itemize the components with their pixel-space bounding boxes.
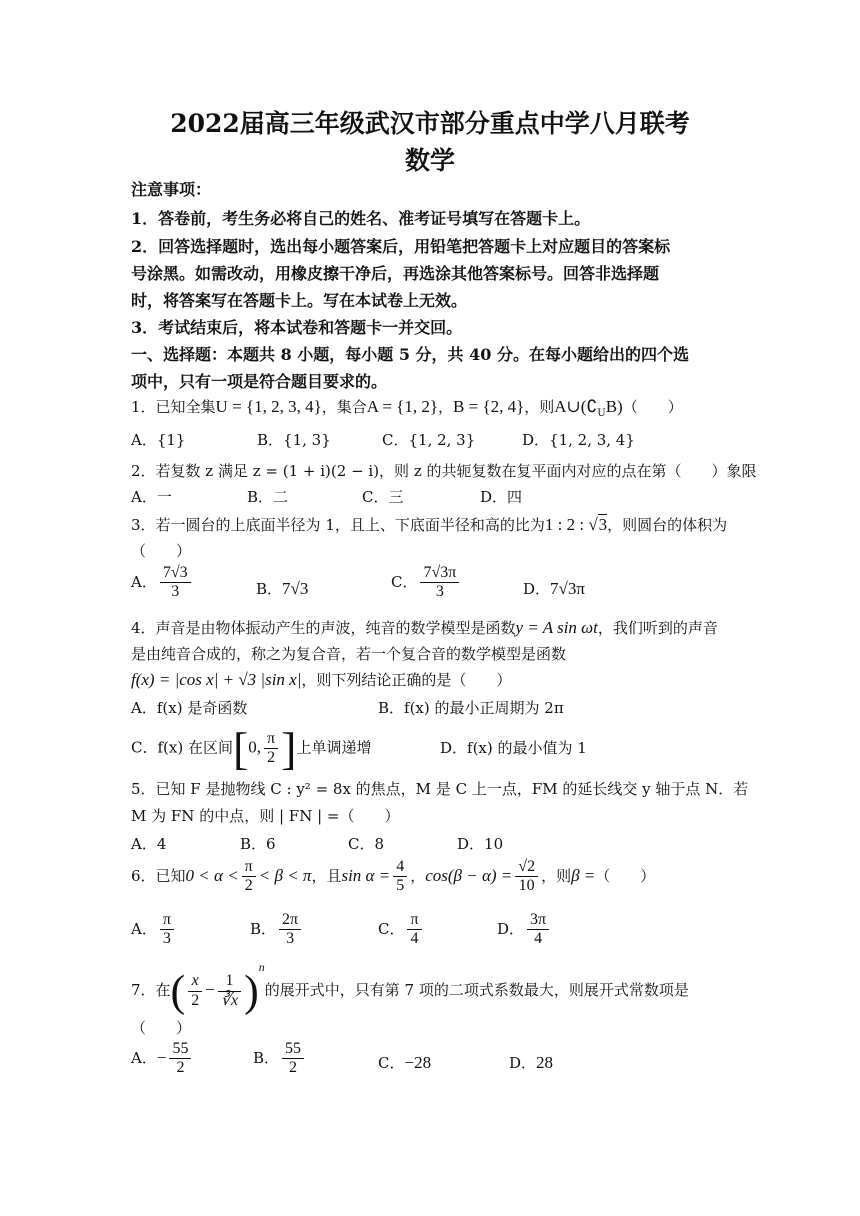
question-1-stem: 1．已知全集U = {1, 2, 3, 4}，集合A = {1, 2}，B = {2, 4}，则$A\cup(∁_UB)$（ ） (131, 397, 683, 419)
exam-title: 2022届高三年级武汉市部分重点中学八月联考 (170, 109, 690, 138)
question-1-option-b: B．{1, 3} (257, 431, 331, 449)
question-4-option-a: A．f(x) 是奇函数 (131, 699, 248, 717)
question-3-option-d: D．7√3π (523, 579, 585, 598)
question-4-option-b: B．f(x) 的最小正周期为 2π (378, 699, 564, 717)
note-3: 3．考试结束后，将本试卷和答题卡一并交回。 (131, 318, 463, 337)
question-2-stem: 2．若复数 z 满足 z = (1 + i)(2 − i)，则 z 的共轭复数在复平面内对应的点在第（ ）象限 (131, 462, 757, 480)
question-3-option-a: A． $\frac{7√3}{3}$ (131, 564, 194, 602)
question-6-option-a: A． $\frac{\pi}{3}$ (131, 911, 177, 949)
question-3-paren: （ ） (131, 542, 192, 560)
question-7-paren: （ ） (131, 1019, 192, 1037)
question-2-option-b: B．二 (247, 488, 289, 506)
question-7-option-b: B． $\frac{55}{2}$ (253, 1040, 307, 1078)
question-5-stem-line-1: 5．已知 F 是抛物线 C : y² = 8x 的焦点，M 是 C 上一点，FM 的延长线交 y 轴于点 N．若 (131, 780, 749, 798)
question-5-option-d: D．10 (457, 835, 504, 853)
question-4-stem-line-2: 是由纯音合成的，称之为复合音，若一个复合音的数学模型是函数 (131, 645, 567, 663)
note-2-line-3: 时，将答案写在答题卡上。写在本试卷上无效。 (131, 291, 468, 310)
question-4-option-d: D．f(x) 的最小值为 1 (440, 739, 587, 757)
question-1-option-a: A．{1} (131, 431, 186, 449)
question-5-stem-line-2: M 为 FN 的中点，则 | FN | =（ ） (131, 807, 400, 825)
section-heading-line-1: 一、选择题：本题共 8 小题，每小题 5 分，共 40 分。在每小题给出的四个选 (131, 345, 689, 364)
question-7-option-a: A．− $\frac{55}{2}$ (131, 1040, 194, 1078)
question-4-stem-line-3: f(x) = |cos x| + √3 |sin x|，则下列结论正确的是（ ） (131, 670, 512, 689)
exam-subject: 数学 (404, 146, 455, 175)
question-6-option-c: C． $\frac{\pi}{4}$ (378, 911, 425, 949)
question-4-option-c: C．f(x) 在区间[0, $\frac{\pi}{2}$ ]上单调递增 (131, 723, 372, 774)
question-6-option-b: B． $\frac{2\pi}{3}$ (250, 911, 304, 949)
note-2-line-2: 号涂黑。如需改动，用橡皮擦干净后，再选涂其他答案标号。回答非选择题 (131, 264, 660, 283)
question-6-stem: 6．已知0 < α < $\frac{\pi}{2}$ < β < π，且sin α = $\frac{4}{5}$ ，cos(β − α) = $\frac{√2}{10}$ ，则β =（ ） (131, 858, 656, 895)
note-1: 1．答卷前，考生务必将自己的姓名、准考证号填写在答题卡上。 (131, 209, 591, 228)
question-1-option-d: D．{1, 2, 3, 4} (522, 431, 635, 449)
question-5-option-c: C．8 (348, 835, 385, 853)
question-2-option-a: A．一 (131, 488, 172, 506)
question-7-stem: 7．在( $\frac{x}{2}$ − $\frac{1}{∛x}$ )$^n$的展开式中，只有第 7 项的二项式系数最大，则展开式常数项是 (131, 960, 689, 1016)
question-7-option-d: D．28 (509, 1053, 554, 1072)
question-3-option-c: C． $\frac{7√3\pi}{3}$ (391, 564, 462, 602)
question-2-option-d: D．四 (480, 488, 523, 506)
question-7-option-c: C．−28 (378, 1053, 432, 1072)
question-3-stem: 3．若一圆台的上底面半径为 1，且上、下底面半径和高的比为1 : 2 : √3，则圆台的体积为 (131, 515, 728, 534)
question-5-option-a: A．4 (131, 835, 167, 853)
question-6-option-d: D． $\frac{3\pi}{4}$ (497, 911, 552, 949)
note-2-line-1: 2．回答选择题时，选出每小题答案后，用铅笔把答题卡上对应题目的答案标 (131, 237, 671, 256)
question-3-option-b: B．7√3 (256, 579, 309, 598)
question-5-option-b: B．6 (240, 835, 276, 853)
section-heading-line-2: 项中，只有一项是符合题目要求的。 (131, 372, 388, 391)
question-2-option-c: C．三 (362, 488, 404, 506)
question-4-stem-line-1: 4．声音是由物体振动产生的声波，纯音的数学模型是函数y = A sin ωt，我们听到的声音 (131, 618, 718, 637)
question-1-option-c: C．{1, 2, 3} (382, 431, 476, 449)
notes-heading: 注意事项： (131, 180, 212, 199)
